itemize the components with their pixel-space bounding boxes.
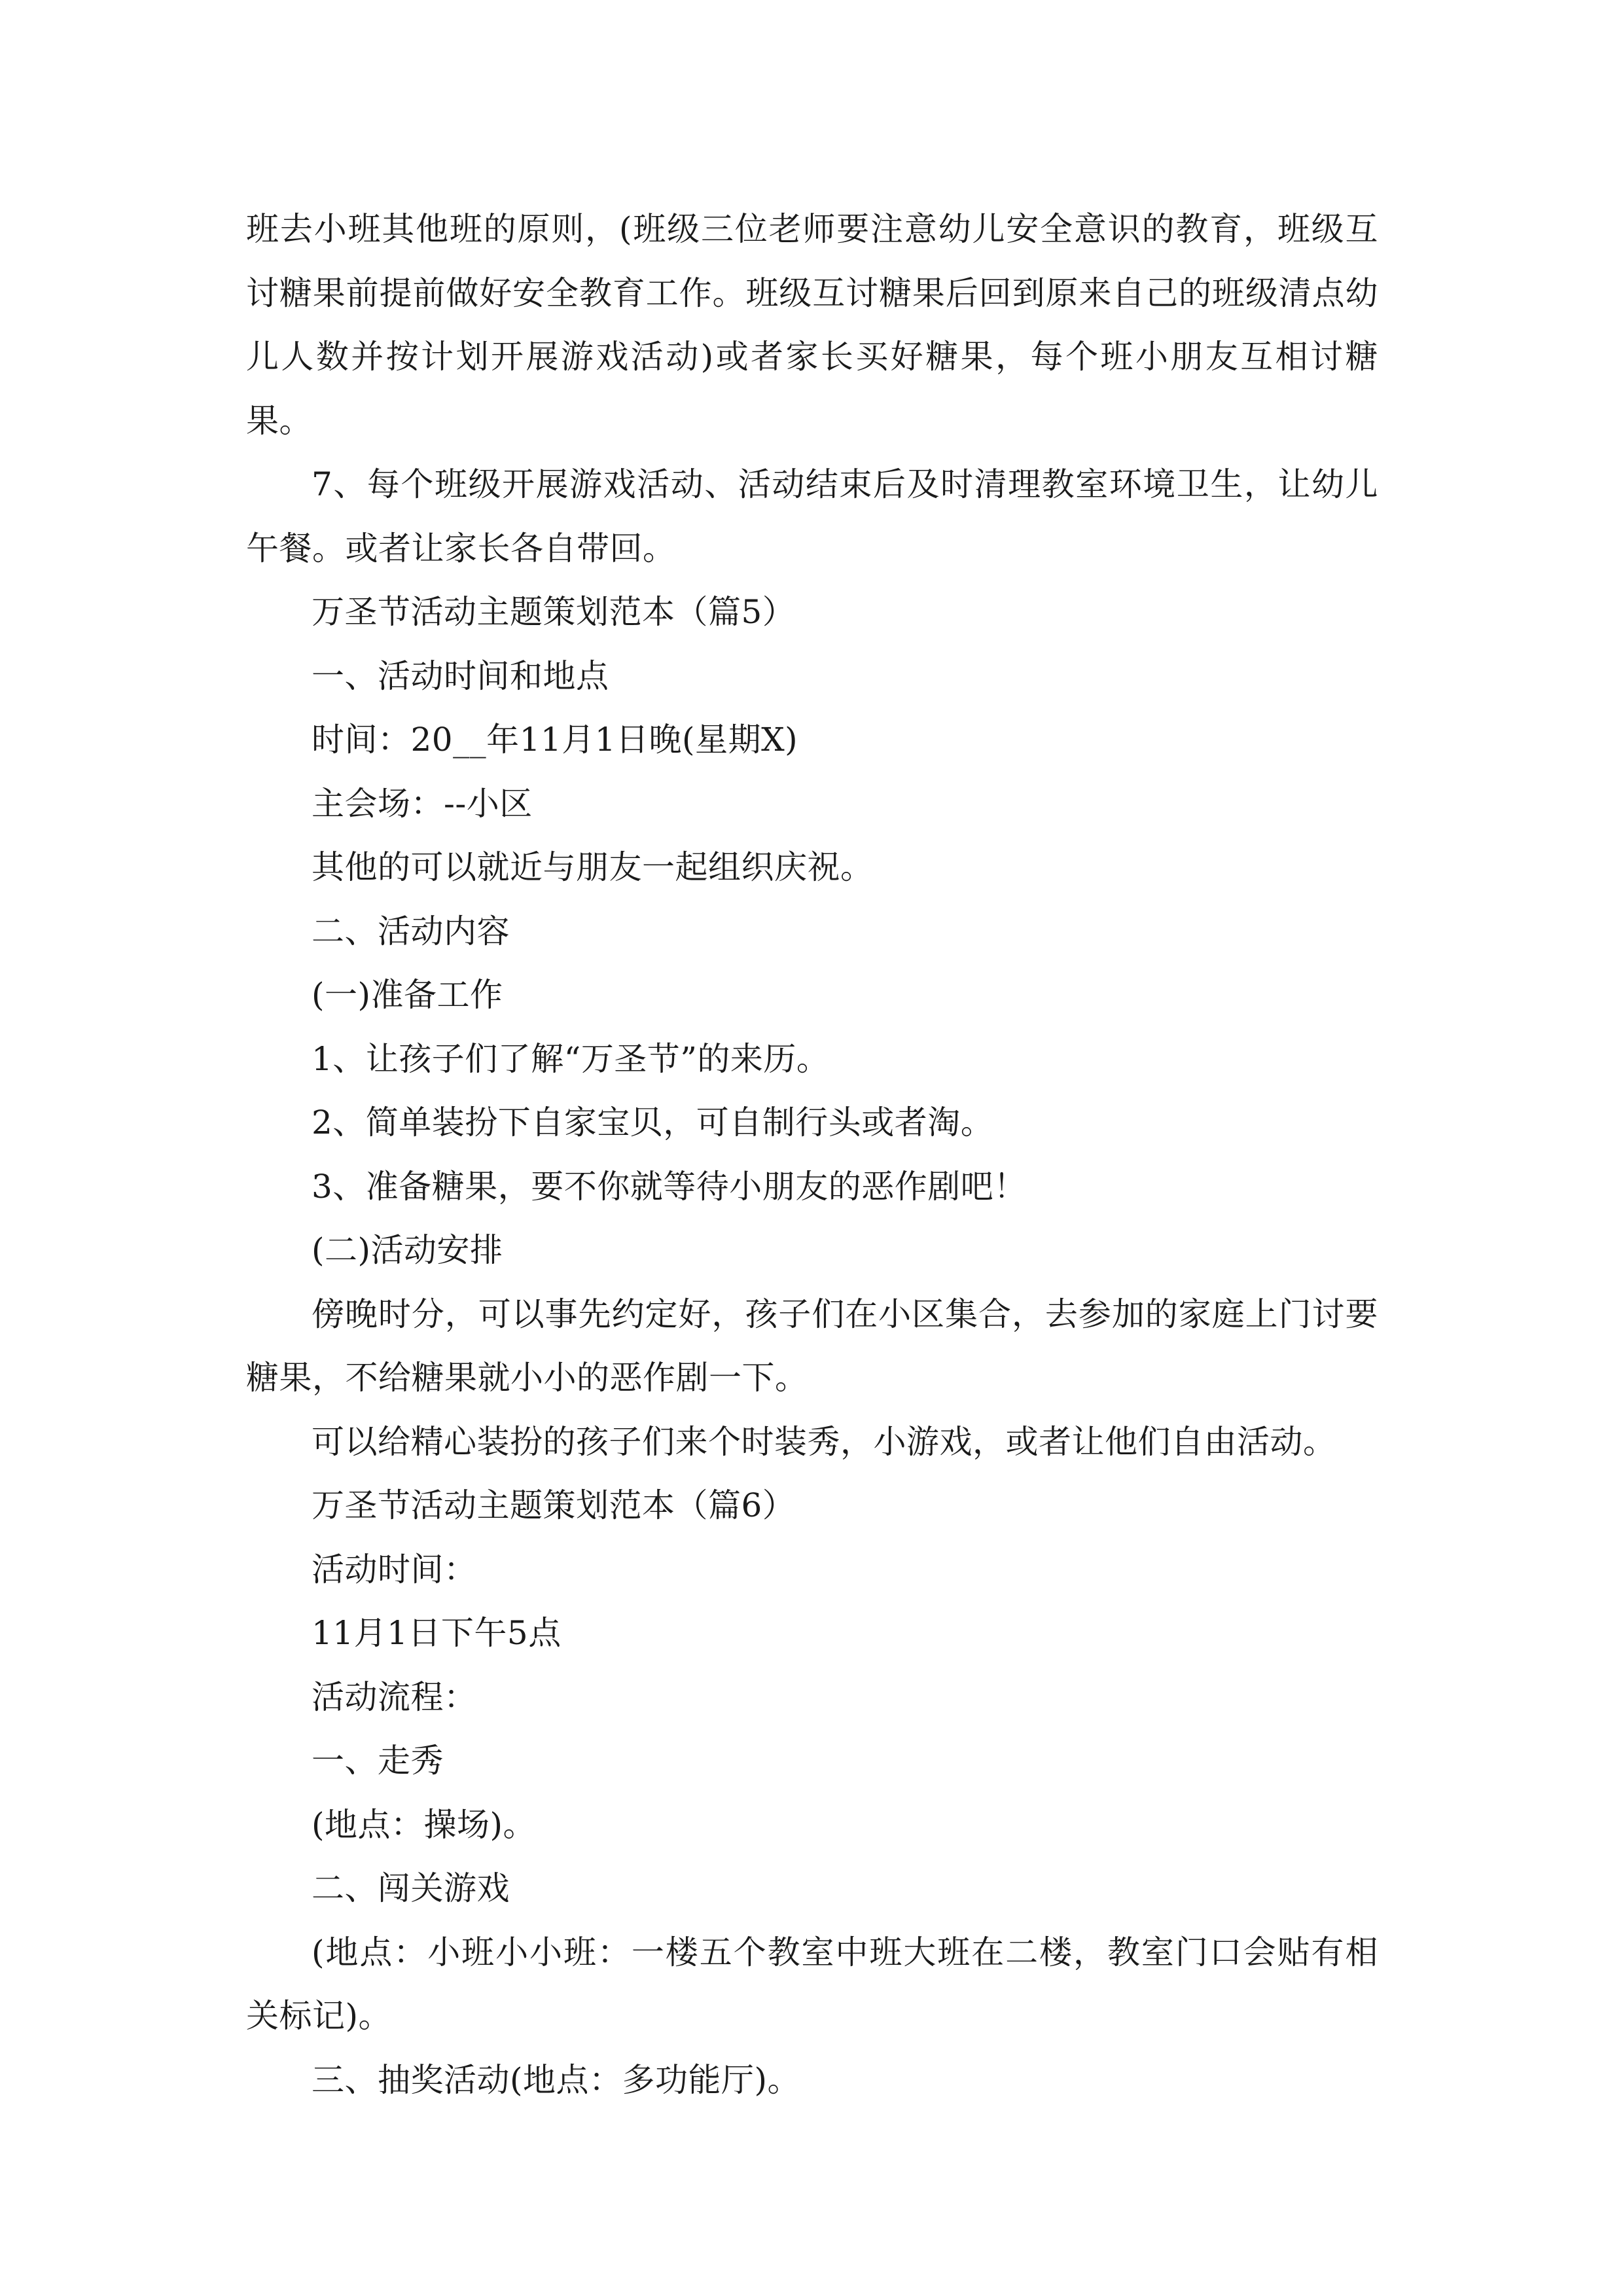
paragraph: 傍晚时分，可以事先约定好，孩子们在小区集合，去参加的家庭上门讨要糖果，不给糖果就小小的恶作剧一下。: [246, 1295, 1378, 1397]
paragraph: 班去小班其他班的原则，(班级三位老师要注意幼儿安全意识的教育，班级互讨糖果前提前做好安全教育工作。班级互讨糖果后回到原来自己的班级清点幼儿人数并按计划开展游戏活动)或者家长买好糖果，每个班小朋友互相讨糖果。: [246, 210, 1378, 440]
subsection-heading: 一、活动时间和地点: [312, 656, 609, 695]
list-item: 3、准备糖果，要不你就等待小朋友的恶作剧吧！: [312, 1167, 1027, 1206]
paragraph: 活动流程：: [312, 1677, 477, 1716]
paragraph: 主会场：--小区: [312, 784, 533, 823]
section-heading: 万圣节活动主题策划范本（篇6）: [312, 1486, 796, 1524]
paragraph: 7、每个班级开展游戏活动、活动结束后及时清理教室环境卫生，让幼儿午餐。或者让家长各自带回。: [246, 465, 1378, 567]
section-heading: 万圣节活动主题策划范本（篇5）: [312, 593, 796, 631]
subsection-heading: (一)准备工作: [312, 976, 503, 1014]
paragraph: (地点：小班小小班：一楼五个教室中班大班在二楼，教室门口会贴有相关标记)。: [246, 1933, 1378, 2035]
paragraph: 可以给精心装扮的孩子们来个时装秀，小游戏，或者让他们自由活动。: [312, 1422, 1336, 1461]
paragraph: 时间：20__年11月1日晚(星期X): [312, 721, 798, 759]
paragraph: (地点：操场)。: [312, 1805, 537, 1844]
subsection-heading: 一、走秀: [312, 1742, 444, 1780]
paragraph: 11月1日下午5点: [312, 1614, 562, 1652]
subsection-heading: 二、闯关游戏: [312, 1869, 510, 1907]
paragraph: 其他的可以就近与朋友一起组织庆祝。: [312, 848, 874, 886]
subsection-heading: (二)活动安排: [312, 1231, 503, 1269]
paragraph: 活动时间：: [312, 1550, 477, 1588]
subsection-heading: 二、活动内容: [312, 912, 510, 950]
list-item: 1、让孩子们了解“万圣节”的来历。: [312, 1039, 830, 1078]
paragraph: 三、抽奖活动(地点：多功能厅)。: [312, 2060, 801, 2099]
list-item: 2、简单装扮下自家宝贝，可自制行头或者淘。: [312, 1103, 994, 1141]
document-body: [246, 198, 1378, 2112]
